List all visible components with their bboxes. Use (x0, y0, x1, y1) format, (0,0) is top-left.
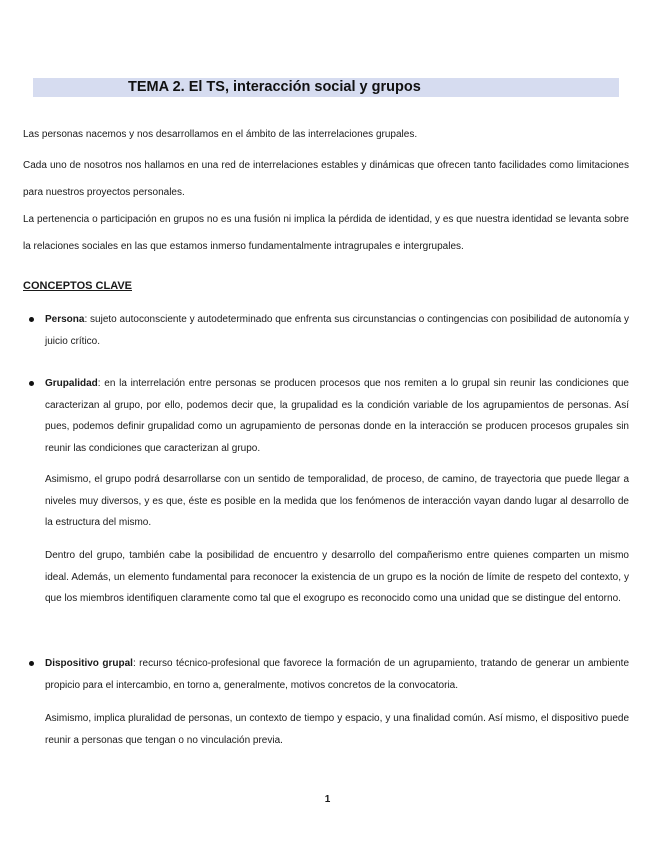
concept-grupalidad-paragraph-2: Asimismo, el grupo podrá desarrollarse con un sentido de temporalidad, de proceso, de camino, de trayectoria que puede llegar a niveles muy diversos, y es que, éste es posible en la medida que los fenómenos de interacción vayan dando lugar al desarrollo de la estructura del mismo. (45, 474, 629, 528)
concept-grupalidad-paragraph-3: Dentro del grupo, también cabe la posibilidad de encuentro y desarrollo del compañerismo entre quienes comparten un mismo ideal. Además, un elemento fundamental para reconocer la existencia de un grupo es la noción de límite de respeto del contexto, y que los miembros identifiquen claramente como tal que el exogrupo es reconocido como una unidad que se distingue del entorno. (45, 550, 629, 604)
page-number: 1 (324, 794, 331, 805)
concept-term: Grupalidad (45, 378, 98, 389)
intro-paragraph-3: La pertenencia o participación en grupos no es una fusión ni implica la pérdida de identidad, y es que nuestra identidad se levanta sobre la relaciones sociales en las que estamos inmerso fundamentalmente intragrupales e intergrupales. (23, 214, 629, 252)
page-title: TEMA 2. El TS, interacción social y grupos (128, 79, 421, 95)
title-bar (33, 78, 619, 97)
concept-definition: : sujeto autoconsciente y autodeterminado que enfrenta sus circunstancias o contingencias con posibilidad de autonomía y juicio crítico. (45, 314, 629, 347)
section-heading: CONCEPTOS CLAVE (23, 280, 132, 292)
concept-term: Persona (45, 314, 85, 325)
concept-grupalidad (45, 373, 629, 459)
bullet-dot (29, 661, 34, 666)
concept-persona (45, 309, 629, 352)
intro-paragraph-2: Cada uno de nosotros nos hallamos en una red de interrelaciones estables y dinámicas que ofrecen tanto facilidades como limitaciones para nuestros proyectos personales. (23, 160, 629, 198)
concept-term: Dispositivo grupal (45, 658, 133, 669)
bullet-dot (29, 317, 34, 322)
concept-dispositivo (45, 653, 629, 696)
bullet-dot (29, 381, 34, 386)
concept-definition: : recurso técnico-profesional que favorece la formación de un agrupamiento, tratando de generar un ambiente propicio para el intercambio, en torno a, generalmente, motivos concretos de la convocatoria. (45, 658, 630, 691)
concept-dispositivo-paragraph-2: Asimismo, implica pluralidad de personas, un contexto de tiempo y espacio, y una finalidad común. Así mismo, el dispositivo puede reunir a personas que tengan o no vinculación previa. (45, 713, 629, 746)
concept-definition: : en la interrelación entre personas se producen procesos que nos remiten a lo grupal sin reunir las condiciones que caracterizan al grupo, por ello, podemos decir que, la grupalidad es la condición variable de los agrupamientos de personas. Así pues, podemos definir grupalidad como un agrupamiento de personas donde en la interacción se producen procesos grupales sin reunir las condiciones que caracterizan al grupo. (45, 378, 629, 454)
intro-paragraph-1: Las personas nacemos y nos desarrollamos en el ámbito de las interrelaciones grupales. (23, 129, 418, 140)
